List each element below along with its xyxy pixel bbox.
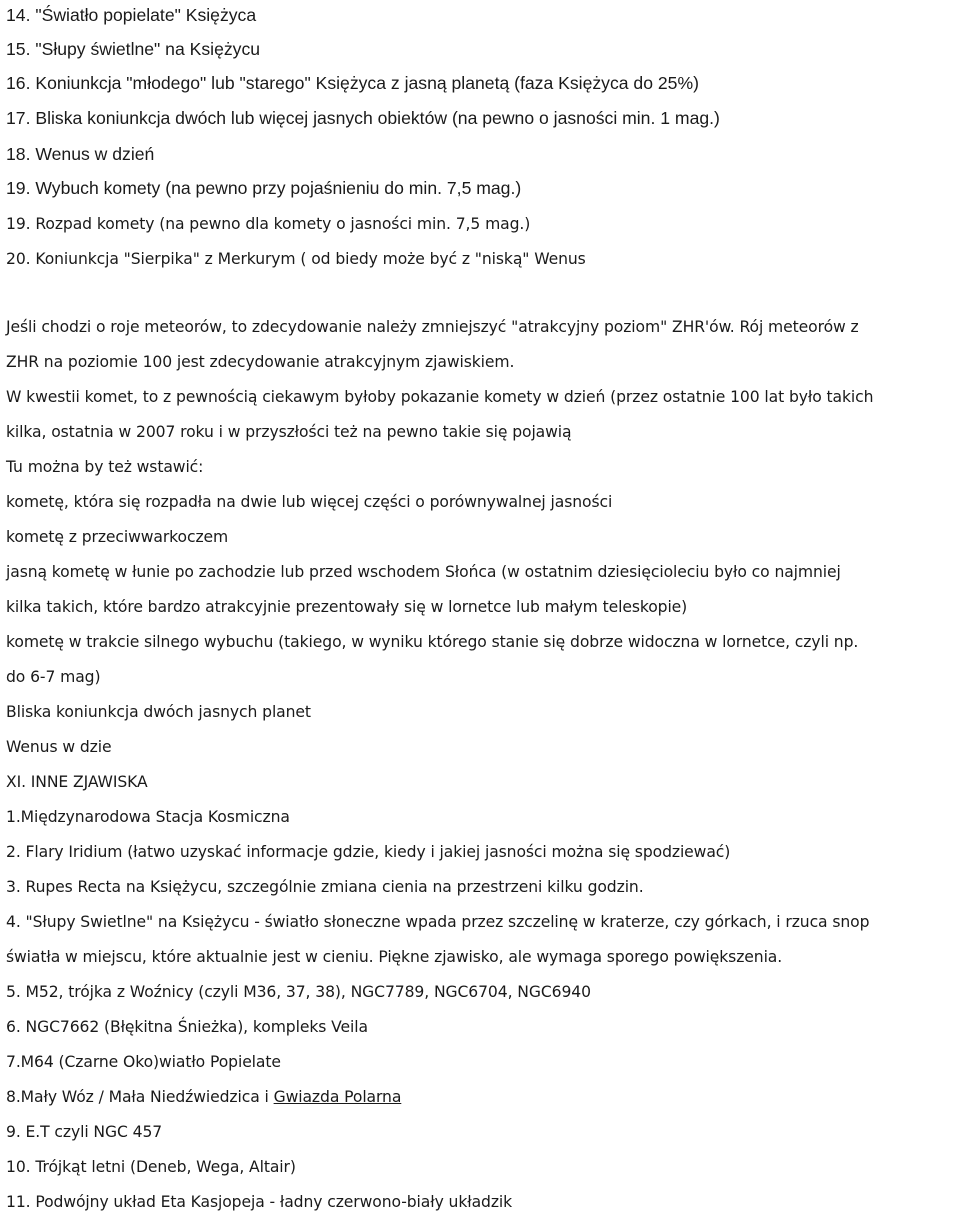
list-item: 20. Koniunkcja "Sierpika" z Merkurym ( od biedy może być z "niską" Wenus [6,250,586,268]
list-item: światła w miejscu, które aktualnie jest w cieniu. Piękne zjawisko, ale wymaga sporego powiększenia. [6,948,783,966]
list-item: 10. Trójkąt letni (Deneb, Wega, Altair) [6,1158,296,1176]
list-item: 2. Flary Iridium (łatwo uzyskać informacje gdzie, kiedy i jakiej jasności można się spodziewać) [6,843,731,861]
list-item: 9. E.T czyli NGC 457 [6,1123,163,1141]
list-item: 16. Koniunkcja "młodego" lub "starego" Księżyca z jasną planetą (faza Księżyca do 25%) [6,73,699,93]
list-item [6,1086,401,1108]
list-item: 11. Podwójny układ Eta Kasjopeja - ładny czerwono-biały układzik [6,1193,513,1211]
list-item: 7.M64 (Czarne Oko)wiatło Popielate [6,1053,281,1071]
paragraph-line: kometę w trakcie silnego wybuchu (takiego, w wyniku którego stanie się dobrze widoczna w lornetce, czyli np. [6,633,859,651]
paragraph-line: kilka takich, które bardzo atrakcyjnie prezentowały się w lornetce lub małym teleskopie) [6,598,688,616]
list-item: 6. NGC7662 (Błękitna Śnieżka), kompleks Veila [6,1018,368,1036]
gwiazda-polarna-link[interactable]: Gwiazda Polarna [273,1088,402,1106]
paragraph-line: Tu można by też wstawić: [6,458,204,476]
list-item: 1.Międzynarodowa Stacja Kosmiczna [6,808,290,826]
paragraph-line: ZHR na poziomie 100 jest zdecydowanie atrakcyjnym zjawiskiem. [6,353,515,371]
paragraph-line: W kwestii komet, to z pewnością ciekawym byłoby pokazanie komety w dzień (przez ostatnie 100 lat było takich [6,388,874,406]
section-heading: XI. INNE ZJAWISKA [6,773,148,791]
list-item-text: 8.Mały Wóz / Mała Niedźwiedzica i [6,1088,274,1106]
paragraph-line: jasną kometę w łunie po zachodzie lub przed wschodem Słońca (w ostatnim dziesięcioleciu było co najmniej [6,563,841,581]
paragraph-line: do 6-7 mag) [6,668,101,686]
list-item: 5. M52, trójka z Woźnicy (czyli M36, 37, 38), NGC7789, NGC6704, NGC6940 [6,983,591,1001]
paragraph-line: kilka, ostatnia w 2007 roku i w przyszłości też na pewno takie się pojawią [6,423,572,441]
list-item: 17. Bliska koniunkcja dwóch lub więcej jasnych obiektów (na pewno o jasności min. 1 mag.) [6,108,720,128]
paragraph-line: Wenus w dzie [6,738,112,756]
paragraph-line: kometę, która się rozpadła na dwie lub więcej części o porównywalnej jasności [6,493,613,511]
list-item: 19. Rozpad komety (na pewno dla komety o jasności min. 7,5 mag.) [6,215,531,233]
paragraph-line: Jeśli chodzi o roje meteorów, to zdecydowanie należy zmniejszyć "atrakcyjny poziom" ZHR'ów. Rój meteorów z [6,318,859,336]
list-item: 4. "Słupy Swietlne" na Księżycu - światło słoneczne wpada przez szczelinę w kraterze, czy górkach, i rzuca snop [6,913,870,931]
list-item: 15. "Słupy świetlne" na Księżycu [6,39,261,59]
list-item: 14. "Światło popielate" Księżyca [6,5,257,25]
list-item: 3. Rupes Recta na Księżycu, szczególnie zmiana cienia na przestrzeni kilku godzin. [6,878,644,896]
list-item: 18. Wenus w dzień [6,144,155,164]
list-item: 19. Wybuch komety (na pewno przy pojaśnieniu do min. 7,5 mag.) [6,178,522,198]
paragraph-line: kometę z przeciwwarkoczem [6,528,229,546]
paragraph-line: Bliska koniunkcja dwóch jasnych planet [6,703,311,721]
